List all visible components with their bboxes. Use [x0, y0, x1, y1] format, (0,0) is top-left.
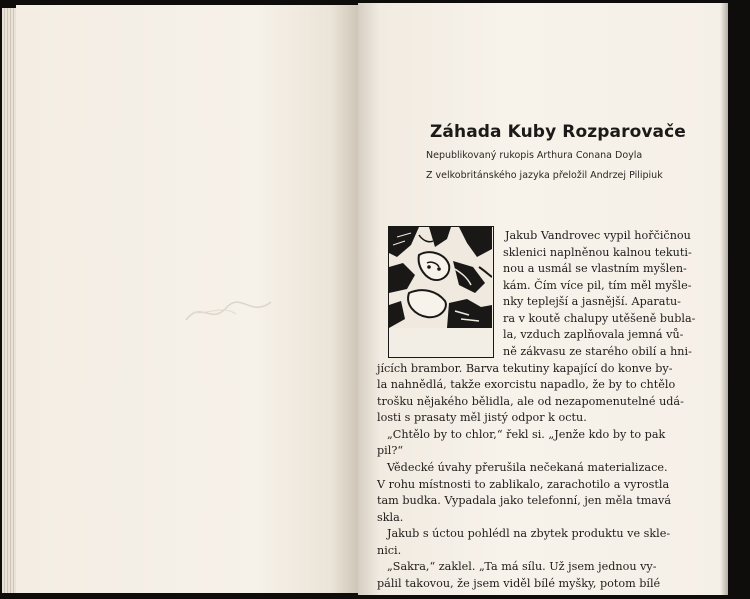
text-line: tam budka. Vypadala jako telefonní, jen měla tmavá: [377, 494, 671, 508]
subtitle-translator: Z velkobritánského jazyka přeložil Andrzej Pilipiuk: [426, 170, 663, 181]
chapter-title: Záhada Kuby Rozparovače: [430, 122, 686, 142]
text-line: V rohu místnosti to zablikalo, zarachotilo a vyrostla: [377, 477, 670, 491]
text-line: „Chtělo by to chlor,“ řekl si. „Jenže kdo by to pak: [387, 427, 666, 441]
left-page: [16, 5, 358, 593]
text-line: pil?“: [377, 444, 404, 458]
text-line: skla.: [377, 510, 404, 524]
text-line: la nahnědlá, takže exorcistu napadlo, že by to chtělo: [377, 378, 676, 392]
text-line: Vědecké úvahy přerušila nečekaná materializace.: [387, 461, 668, 474]
faint-signature: [181, 290, 291, 330]
text-line: ně zákvasu ze starého obilí a hni-: [503, 345, 692, 358]
text-line: Jakub s úctou pohlédl na zbytek produktu ve skle-: [387, 527, 671, 541]
text-line: jících brambor. Barva tekutiny kapající do konve by-: [377, 361, 673, 375]
text-line: trošku nějakého bělidla, ale od nezapomenutelné udá-: [377, 394, 684, 408]
text-line: Jakub Vandrovec vypil hořčičnou: [505, 229, 691, 242]
text-line: losti s prasaty měl jistý odpor k octu.: [377, 411, 587, 425]
text-line: pálil takovou, že jsem viděl bílé myšky, potom bílé: [377, 577, 661, 590]
text-line: sklenici naplněnou kalnou tekuti-: [503, 245, 692, 259]
text-line: la, vzduch zaplňovala jemná vů-: [503, 328, 684, 342]
text-line: nici.: [377, 543, 402, 557]
engraving-icon: [389, 227, 492, 328]
engraving-illustration: [388, 226, 494, 358]
text-line: ra v koutě chalupy utěšeně bubla-: [503, 311, 696, 325]
text-line: „Sakra,“ zaklel. „Ta má sílu. Už jsem jednou vy-: [387, 560, 657, 574]
text-line: kám. Čím více pil, tím měl myšle-: [503, 278, 692, 292]
subtitle-manuscript: Nepublikovaný rukopis Arthura Conana Doyla: [426, 150, 643, 161]
text-line: nky teplejší a jasnější. Aparatu-: [503, 295, 681, 309]
text-line: nou a usmál se vlastním myšlen-: [503, 262, 687, 276]
